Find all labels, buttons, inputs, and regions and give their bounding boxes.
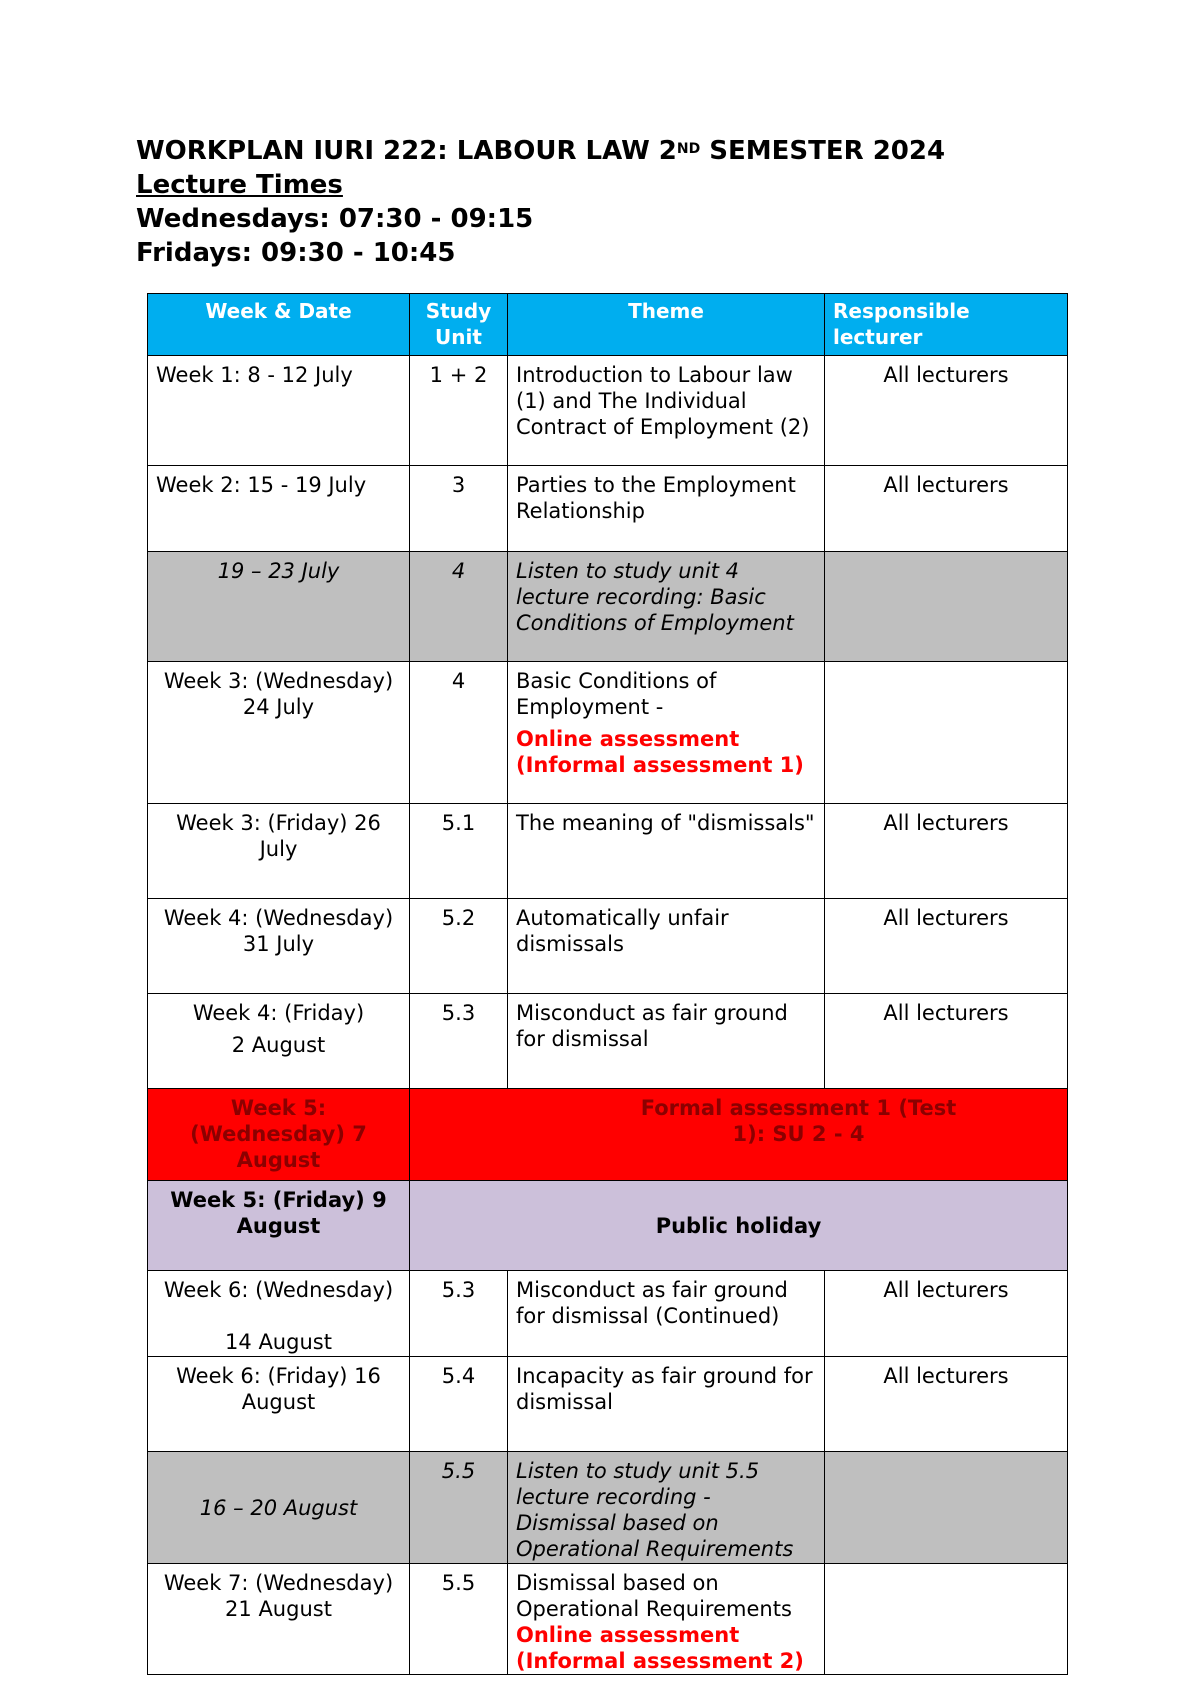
cell-unit: 1 + 2 bbox=[410, 356, 508, 466]
cell-lecturer bbox=[825, 552, 1068, 662]
lecture-times-heading: Lecture Times bbox=[136, 170, 343, 200]
col-header-week: Week & Date bbox=[148, 294, 410, 356]
page-title bbox=[136, 134, 945, 168]
table-row bbox=[148, 1271, 1068, 1357]
cell-lecturer: All lecturers bbox=[825, 994, 1068, 1089]
cell-theme: Incapacity as fair ground for dismissal bbox=[508, 1357, 825, 1452]
date-line-2: 14 August bbox=[225, 1330, 332, 1354]
cell-unit: 5.4 bbox=[410, 1357, 508, 1452]
friday-times: Fridays: 09:30 - 10:45 bbox=[136, 238, 456, 268]
cell-lecturer bbox=[825, 662, 1068, 804]
cell-date: 19 – 23 July bbox=[148, 552, 410, 662]
cell-theme: Introduction to Labour law (1) and The Individual Contract of Employment (2) bbox=[508, 356, 825, 466]
cell-date: Week 6: (Friday) 16 August bbox=[148, 1357, 410, 1452]
online-assessment-note: Online assessment (Informal assessment 2) bbox=[516, 1623, 804, 1673]
title-prefix: WORKPLAN IURI 222: LABOUR LAW 2 bbox=[136, 136, 677, 166]
test-date: Week 5: (Wednesday) 7 August bbox=[190, 1096, 367, 1172]
cell-merged bbox=[410, 1089, 1068, 1181]
cell-unit: 4 bbox=[410, 662, 508, 804]
cell-lecturer bbox=[825, 1564, 1068, 1675]
col-header-lecturer: Responsible lecturer bbox=[825, 294, 1068, 356]
cell-unit: 5.5 bbox=[410, 1452, 508, 1564]
date-line-1: Week 4: (Friday) bbox=[192, 1001, 365, 1025]
cell-unit: 5.5 bbox=[410, 1564, 508, 1675]
table-row bbox=[148, 1357, 1068, 1452]
cell-lecturer bbox=[825, 1452, 1068, 1564]
cell-unit: 5.3 bbox=[410, 1271, 508, 1357]
test-description: Formal assessment 1 (Test 1): SU 2 - 4 bbox=[640, 1096, 957, 1146]
cell-theme: Parties to the Employment Relationship bbox=[508, 466, 825, 552]
cell-theme: Listen to study unit 4 lecture recording: Basic Conditions of Employment bbox=[508, 552, 825, 662]
cell-lecturer: All lecturers bbox=[825, 899, 1068, 994]
cell-merged: Public holiday bbox=[410, 1181, 1068, 1271]
cell-theme: Listen to study unit 5.5 lecture recording - Dismissal based on Operational Requirements bbox=[508, 1452, 825, 1564]
cell-date: 16 – 20 August bbox=[148, 1452, 410, 1564]
document-header bbox=[136, 134, 945, 270]
cell-theme: Automatically unfair dismissals bbox=[508, 899, 825, 994]
cell-theme: The meaning of "dismissals" bbox=[508, 804, 825, 899]
cell-date: Week 7: (Wednesday) 21 August bbox=[148, 1564, 410, 1675]
cell-lecturer: All lecturers bbox=[825, 466, 1068, 552]
table-row-recording bbox=[148, 552, 1068, 662]
title-superscript: ND bbox=[676, 141, 701, 157]
wednesday-times: Wednesdays: 07:30 - 09:15 bbox=[136, 204, 534, 234]
cell-date: Week 1: 8 - 12 July bbox=[148, 356, 410, 466]
cell-unit: 4 bbox=[410, 552, 508, 662]
table-row bbox=[148, 994, 1068, 1089]
cell-unit: 5.3 bbox=[410, 994, 508, 1089]
col-header-unit: Study Unit bbox=[410, 294, 508, 356]
cell-lecturer: All lecturers bbox=[825, 804, 1068, 899]
table-row bbox=[148, 1564, 1068, 1675]
online-assessment-note: Online assessment (Informal assessment 1) bbox=[516, 727, 804, 777]
cell-date bbox=[148, 1271, 410, 1357]
cell-theme: Misconduct as fair ground for dismissal (Continued) bbox=[508, 1271, 825, 1357]
cell-date bbox=[148, 1089, 410, 1181]
table-row-recording bbox=[148, 1452, 1068, 1564]
table-row bbox=[148, 662, 1068, 804]
theme-text: Dismissal based on Operational Requirements bbox=[516, 1571, 792, 1621]
table-row bbox=[148, 899, 1068, 994]
cell-date: Week 4: (Wednesday) 31 July bbox=[148, 899, 410, 994]
cell-lecturer: All lecturers bbox=[825, 1357, 1068, 1452]
table-row bbox=[148, 356, 1068, 466]
cell-date: Week 2: 15 - 19 July bbox=[148, 466, 410, 552]
cell-date bbox=[148, 994, 410, 1089]
cell-theme bbox=[508, 1564, 825, 1675]
cell-unit: 5.1 bbox=[410, 804, 508, 899]
cell-theme: Misconduct as fair ground for dismissal bbox=[508, 994, 825, 1089]
title-suffix: SEMESTER 2024 bbox=[700, 136, 946, 166]
cell-unit: 3 bbox=[410, 466, 508, 552]
date-line-1: Week 6: (Wednesday) bbox=[163, 1278, 394, 1302]
theme-text: Basic Conditions of Employment - bbox=[516, 669, 717, 719]
cell-date: Week 3: (Wednesday) 24 July bbox=[148, 662, 410, 804]
table-row-holiday bbox=[148, 1181, 1068, 1271]
table-row bbox=[148, 466, 1068, 552]
cell-unit: 5.2 bbox=[410, 899, 508, 994]
cell-date: Week 3: (Friday) 26 July bbox=[148, 804, 410, 899]
cell-lecturer: All lecturers bbox=[825, 356, 1068, 466]
workplan-table bbox=[147, 293, 1068, 1675]
cell-lecturer: All lecturers bbox=[825, 1271, 1068, 1357]
cell-theme bbox=[508, 662, 825, 804]
table-row bbox=[148, 804, 1068, 899]
col-header-theme: Theme bbox=[508, 294, 825, 356]
date-line-2: 2 August bbox=[231, 1033, 326, 1057]
table-row-test bbox=[148, 1089, 1068, 1181]
table-header-row bbox=[148, 294, 1068, 356]
cell-date: Week 5: (Friday) 9 August bbox=[148, 1181, 410, 1271]
